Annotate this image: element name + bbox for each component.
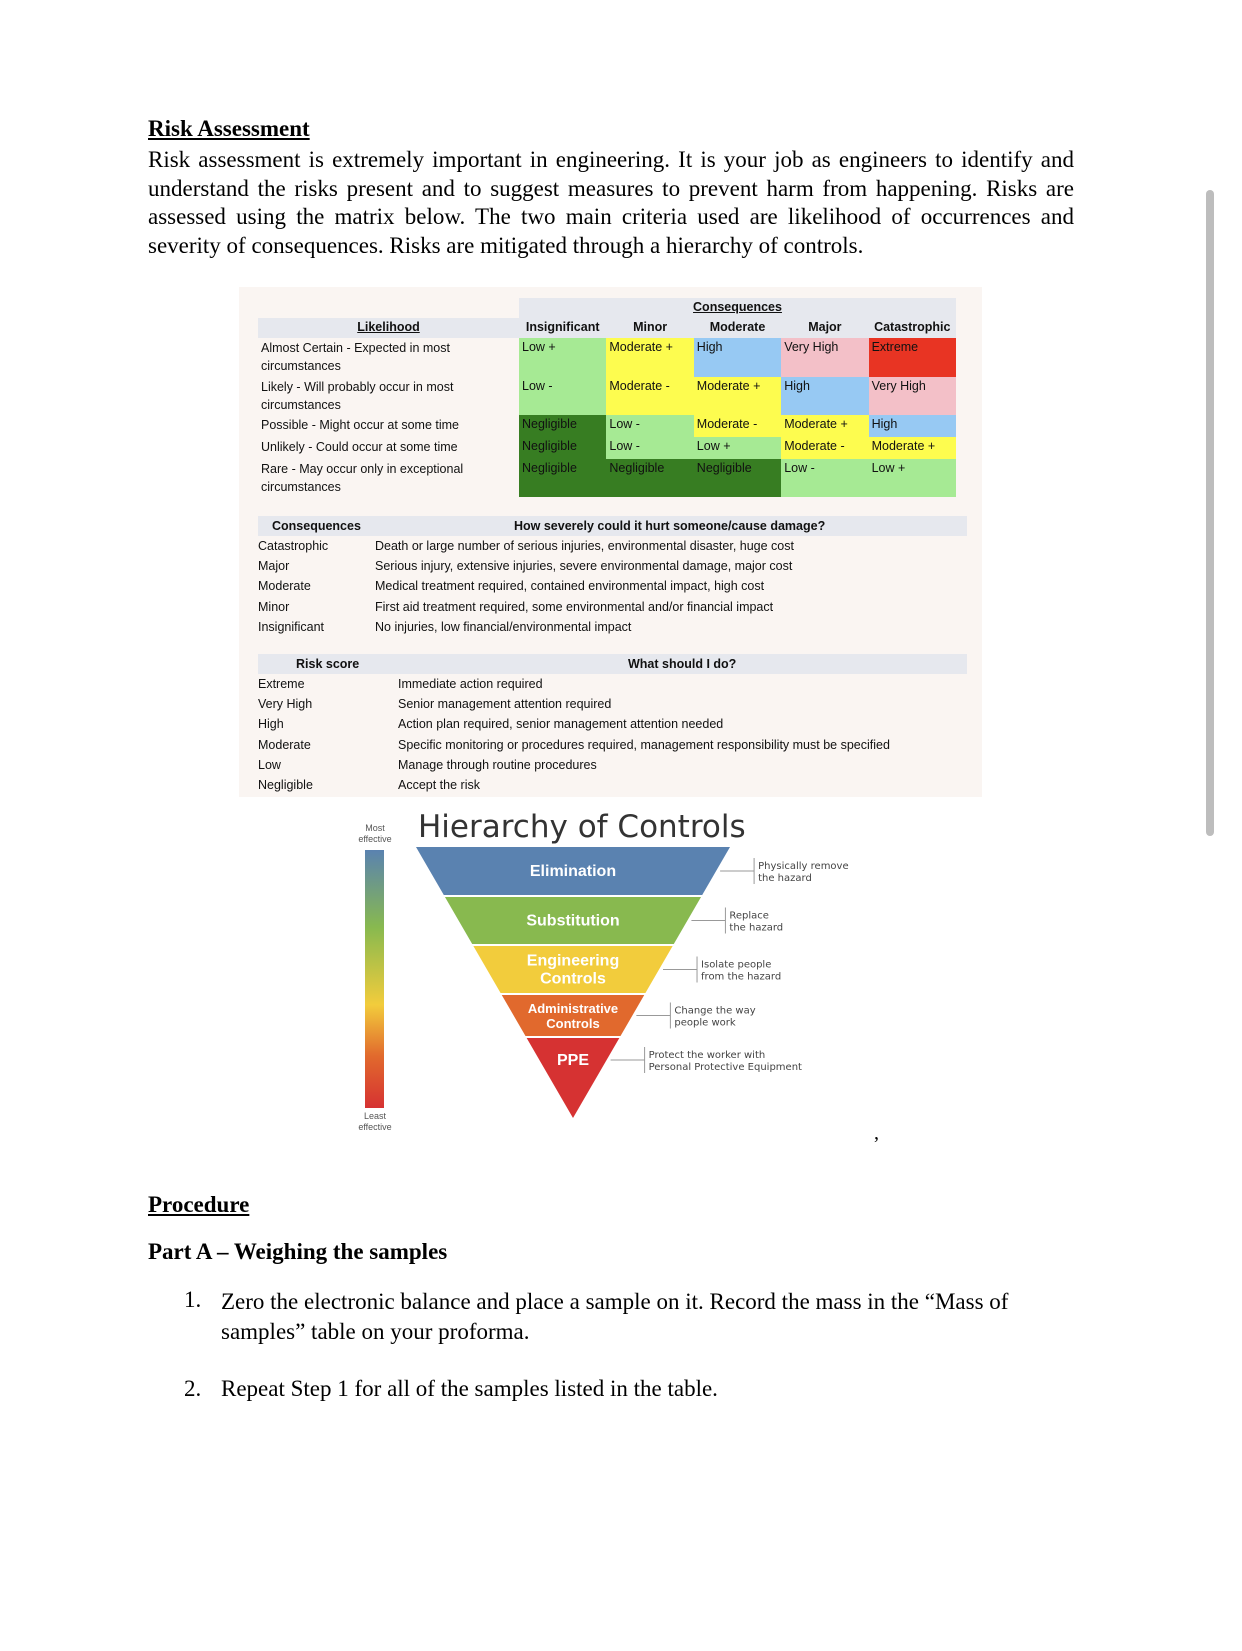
risk-cell: Low - [606, 437, 693, 459]
table-row-label: Insignificant [258, 619, 325, 634]
risk-cell: High [869, 415, 956, 437]
control-level-label: Administrative [527, 1001, 619, 1016]
table-header-col2: What should I do? [628, 657, 737, 671]
likelihood-title: Likelihood [258, 318, 519, 338]
risk-cell: Negligible [694, 459, 781, 497]
control-level-note: Protect the worker with [648, 1050, 766, 1061]
effective-label: effective [358, 1122, 392, 1130]
column-header-insignificant: Insignificant [525, 320, 600, 334]
risk-cell: Low - [606, 415, 693, 437]
control-level-note: Change the way [674, 1005, 756, 1017]
control-level-label: Controls [546, 1016, 600, 1031]
risk-cell: High [781, 377, 868, 415]
stray-comma: , [874, 1122, 879, 1144]
scrollbar-thumb[interactable] [1206, 190, 1214, 836]
step-2-text: Repeat Step 1 for all of the samples listed in the table. [221, 1376, 718, 1401]
table-row-description: First aid treatment required, some environmental and/or financial impact [375, 599, 774, 614]
table-row-label: High [258, 717, 284, 732]
least-label: Least [363, 1111, 387, 1121]
control-level-note: Physically remove [758, 861, 849, 872]
table-row-description: Specific monitoring or procedures required, management responsibility must be specified [398, 737, 890, 752]
risk-cell: Moderate + [606, 338, 693, 377]
table-header-col1: Risk score [296, 657, 360, 671]
table-row-label: Extreme [258, 677, 305, 691]
risk-cell: Negligible [519, 415, 606, 437]
table-row-description: Serious injury, extensive injuries, severe environmental damage, major cost [375, 559, 793, 574]
risk-cell: Moderate - [606, 377, 693, 415]
most-label: Most [365, 823, 385, 833]
step-1-number: 1. [184, 1287, 202, 1312]
risk-cell: Moderate + [869, 437, 956, 459]
control-level-note: people work [674, 1017, 736, 1029]
likelihood-row-label: Almost Certain - Expected in most circumstances [261, 341, 450, 373]
risk-cell: Negligible [606, 459, 693, 497]
effectiveness-gradient-bar [365, 850, 384, 1108]
risk-cell: Low + [694, 437, 781, 459]
table-header-col1: Consequences [272, 519, 361, 533]
table-row-description: Action plan required, senior management attention needed [398, 717, 724, 732]
table-row-description: Medical treatment required, contained environmental impact, high cost [375, 579, 765, 594]
risk-cell: Low + [869, 459, 956, 497]
control-level-label: PPE [556, 1052, 590, 1069]
control-level-ppe [527, 1038, 620, 1118]
step-2-number: 2. [184, 1376, 202, 1401]
table-row-label: Very High [258, 697, 313, 712]
control-level-label: Elimination [529, 863, 617, 880]
control-level-note: Replace [729, 910, 769, 922]
part-a-heading: Part A – Weighing the samples [148, 1239, 448, 1264]
hierarchy-title: Hierarchy of Controls [418, 809, 746, 845]
risk-cell: High [694, 338, 781, 377]
table-row-description: No injuries, low financial/environmental impact [375, 619, 632, 634]
control-level-note: the hazard [758, 873, 812, 884]
control-level-note: Personal Protective Equipment [648, 1062, 802, 1073]
procedure-heading: Procedure [148, 1192, 250, 1217]
table-row-label: Low [258, 757, 281, 772]
table-row-label: Moderate [258, 579, 311, 594]
risk-cell: Low + [519, 338, 606, 377]
table-row-label: Negligible [258, 778, 313, 792]
table-row-label: Major [258, 559, 290, 574]
table-header-col2: How severely could it hurt someone/cause damage? [514, 519, 826, 533]
risk-assessment-paragraph: Risk assessment is extremely important in engineering. It is your job as engineers to identify and understand the risks present and to suggest measures to prevent harm from happening. Risks are assessed using the matrix below. The two main criteria used are likelihood of occurrences and severity of consequences. Risks are mitigated through a hierarchy of controls. [148, 147, 1074, 258]
table-row-label: Catastrophic [258, 539, 329, 553]
risk-cell: Moderate + [694, 377, 781, 415]
table-row-label: Minor [258, 599, 290, 614]
step-1-text: Zero the electronic balance and place a sample on it. Record the mass in the “Mass of samples” table on your proforma. [221, 1289, 1009, 1344]
likelihood-row-label: Rare - May occur only in exceptional circumstances [261, 462, 464, 494]
control-level-note: from the hazard [701, 971, 782, 983]
column-header-catastrophic: Catastrophic [874, 320, 951, 334]
risk-cell: Moderate - [781, 437, 868, 459]
table-row-description: Manage through routine procedures [398, 757, 597, 772]
likelihood-row-label: Possible - Might occur at some time [261, 418, 459, 432]
risk-cell: Low - [781, 459, 868, 497]
consequences-title: Consequences [693, 300, 782, 314]
column-header-major: Major [808, 320, 842, 334]
table-header-bg [258, 654, 967, 674]
risk-matrix-image [239, 287, 982, 797]
control-level-note: the hazard [729, 922, 784, 934]
table-row-description: Immediate action required [398, 677, 543, 691]
hierarchy-of-controls [350, 805, 870, 1130]
control-level-label: Substitution [526, 912, 620, 930]
risk-cell: Moderate + [781, 415, 868, 437]
table-row-label: Moderate [258, 737, 311, 752]
effective-label: effective [358, 834, 392, 844]
table-row-description: Accept the risk [398, 778, 480, 792]
control-level-label: Controls [540, 970, 606, 988]
risk-cell: Moderate - [694, 415, 781, 437]
control-level-note: Isolate people [701, 959, 772, 971]
risk-assessment-heading: Risk Assessment [148, 116, 310, 141]
risk-cell: Low - [519, 377, 606, 415]
risk-cell: Negligible [519, 459, 606, 497]
risk-cell: Negligible [519, 437, 606, 459]
likelihood-row-label: Unlikely - Could occur at some time [261, 440, 458, 454]
risk-cell: Very High [869, 377, 956, 415]
table-row-description: Senior management attention required [398, 697, 612, 712]
risk-cell: Extreme [869, 338, 956, 377]
column-header-minor: Minor [633, 320, 668, 334]
likelihood-row-label: Likely - Will probably occur in most circumstances [261, 380, 454, 412]
table-row-description: Death or large number of serious injuries, environmental disaster, huge cost [375, 539, 794, 553]
control-level-label: Engineering [526, 952, 620, 970]
risk-cell: Very High [781, 338, 868, 377]
column-header-moderate: Moderate [709, 320, 766, 334]
